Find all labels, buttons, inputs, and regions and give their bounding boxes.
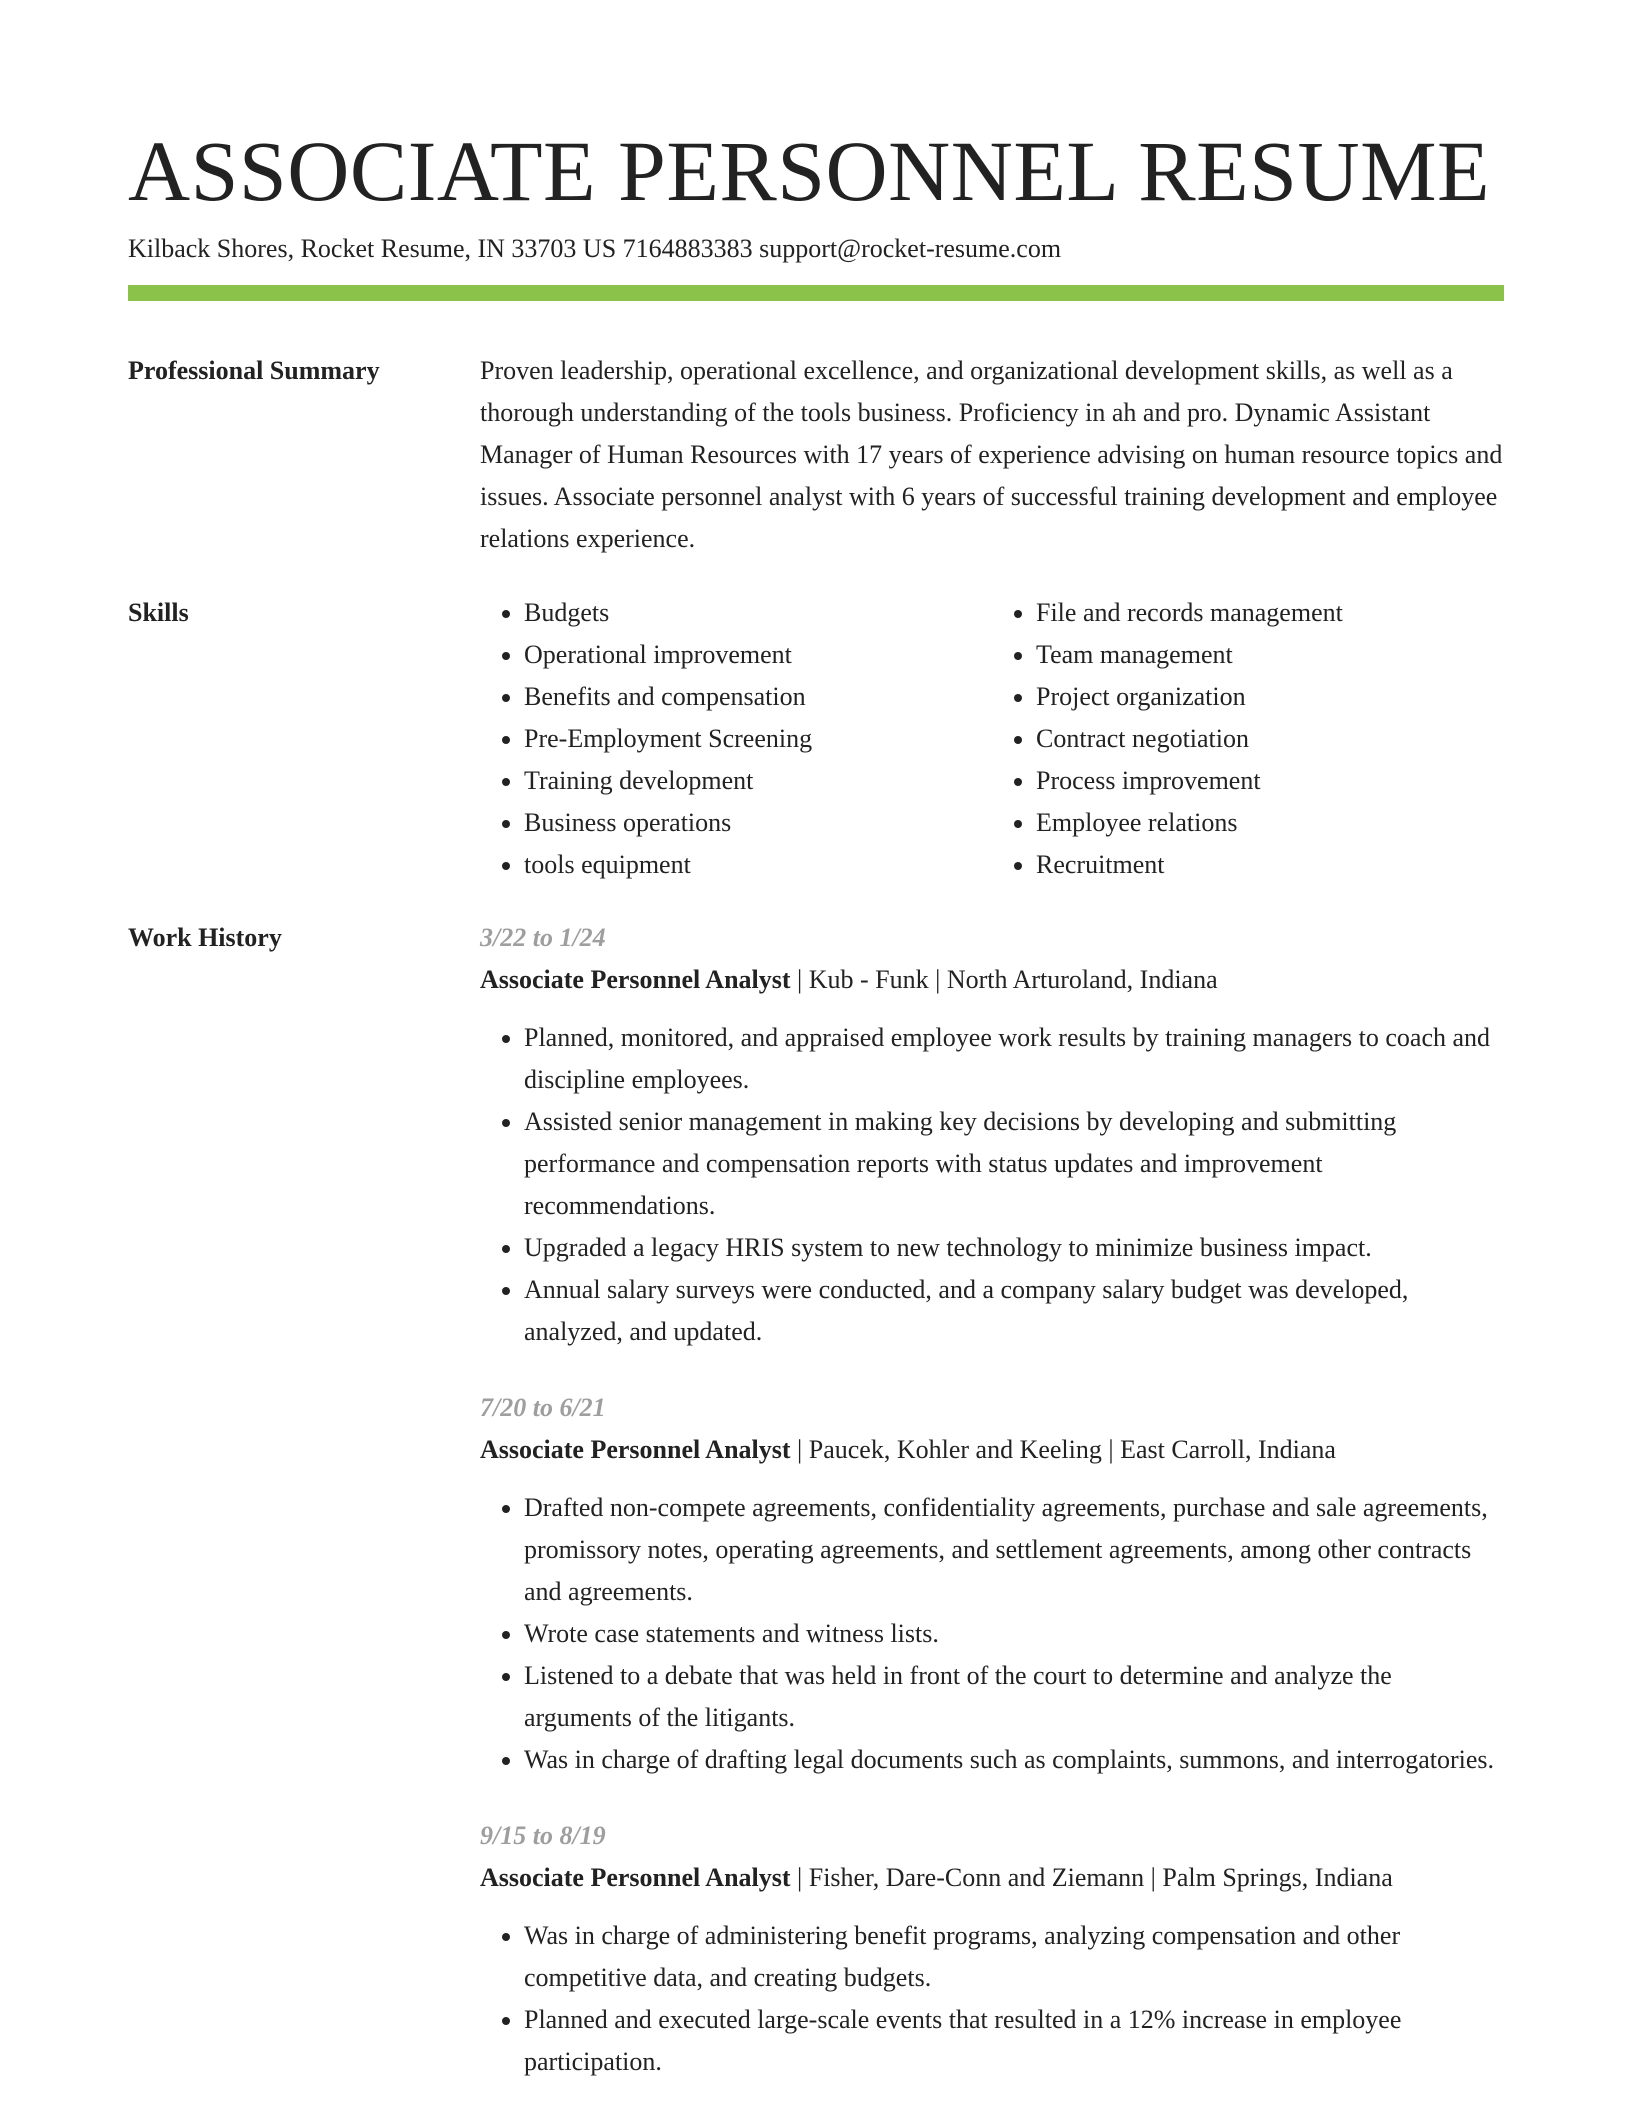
skill-item: • Process improvement <box>1036 760 1504 802</box>
job-bullet: • Planned and executed large-scale events that resulted in a 12% increase in employee participation. <box>524 1999 1504 2083</box>
skills-list-right <box>992 592 1504 886</box>
skill-item: • Recruitment <box>1036 844 1504 886</box>
skill-item: • Training development <box>524 760 992 802</box>
accent-divider <box>128 285 1504 301</box>
job-dates: 9/15 to 8/19 <box>480 1821 606 1850</box>
skill-item: • Pre-Employment Screening <box>524 718 992 760</box>
job-entry <box>480 917 1504 1353</box>
skill-item: • tools equipment <box>524 844 992 886</box>
skill-item: • Benefits and compensation <box>524 676 992 718</box>
job-title: Associate Personnel Analyst <box>480 965 791 994</box>
job-bullets <box>480 1487 1504 1781</box>
work-history-body <box>480 917 1504 2117</box>
job-bullets <box>480 1017 1504 1353</box>
job-bullet: • Listened to a debate that was held in front of the court to determine and analyze the arguments of the litigants. <box>524 1655 1504 1739</box>
skill-item: • Operational improvement <box>524 634 992 676</box>
job-heading <box>480 1857 1504 1899</box>
job-bullets <box>480 1915 1504 2083</box>
work-history-label: Work History <box>128 923 282 952</box>
skill-item: • Business operations <box>524 802 992 844</box>
skills-label: Skills <box>128 598 189 627</box>
job-company-location: | Paucek, Kohler and Keeling | East Carroll, Indiana <box>790 1435 1336 1464</box>
skills-body <box>480 592 1504 886</box>
job-title: Associate Personnel Analyst <box>480 1435 791 1464</box>
summary-body <box>480 350 1504 560</box>
job-dates: 3/22 to 1/24 <box>480 923 606 952</box>
job-heading <box>480 959 1504 1001</box>
job-bullet: • Annual salary surveys were conducted, and a company salary budget was developed, analyzed, and updated. <box>524 1269 1504 1353</box>
skills-columns <box>480 592 1504 886</box>
job-company-location: | Fisher, Dare-Conn and Ziemann | Palm Springs, Indiana <box>790 1863 1393 1892</box>
job-heading <box>480 1429 1504 1471</box>
job-bullet: • Wrote case statements and witness lists. <box>524 1613 1504 1655</box>
job-bullet: • Was in charge of administering benefit programs, analyzing compensation and other competitive data, and creating budgets. <box>524 1915 1504 1999</box>
resume-title: ASSOCIATE PERSONNEL RESUME <box>128 123 1491 219</box>
job-bullet: • Assisted senior management in making key decisions by developing and submitting performance and compensation reports with status updates and improvement recommendations. <box>524 1101 1504 1227</box>
skill-item: • Contract negotiation <box>1036 718 1504 760</box>
job-bullet: • Planned, monitored, and appraised employee work results by training managers to coach and discipline employees. <box>524 1017 1504 1101</box>
skill-item: • Team management <box>1036 634 1504 676</box>
job-company-location: | Kub - Funk | North Arturoland, Indiana <box>790 965 1218 994</box>
job-bullet: • Was in charge of drafting legal documents such as complaints, summons, and interrogatories. <box>524 1739 1504 1781</box>
job-entry <box>480 1815 1504 2083</box>
job-title: Associate Personnel Analyst <box>480 1863 791 1892</box>
job-bullet: • Upgraded a legacy HRIS system to new technology to minimize business impact. <box>524 1227 1504 1269</box>
summary-label: Professional Summary <box>128 356 380 385</box>
skill-item: • Budgets <box>524 592 992 634</box>
skills-list-left <box>480 592 992 886</box>
job-entry <box>480 1387 1504 1781</box>
job-bullet: • Drafted non-compete agreements, confidentiality agreements, purchase and sale agreements, promissory notes, operating agreements, and settlement agreements, among other contracts and agreements. <box>524 1487 1504 1613</box>
skill-item: • Project organization <box>1036 676 1504 718</box>
contact-line: Kilback Shores, Rocket Resume, IN 33703 US 7164883383 support@rocket-resume.com <box>128 234 1062 263</box>
skill-item: • Employee relations <box>1036 802 1504 844</box>
job-dates: 7/20 to 6/21 <box>480 1393 606 1422</box>
summary-text: Proven leadership, operational excellence, and organizational development skills, as well as a thorough understanding of the tools business. Proficiency in ah and pro. Dynamic Assistant Manager of Human Resources with 17 years of experience advising on human resource topics and issues. Associate personnel analyst with 6 years of successful training development and employee relations experience. <box>480 356 1503 553</box>
skill-item: • File and records management <box>1036 592 1504 634</box>
